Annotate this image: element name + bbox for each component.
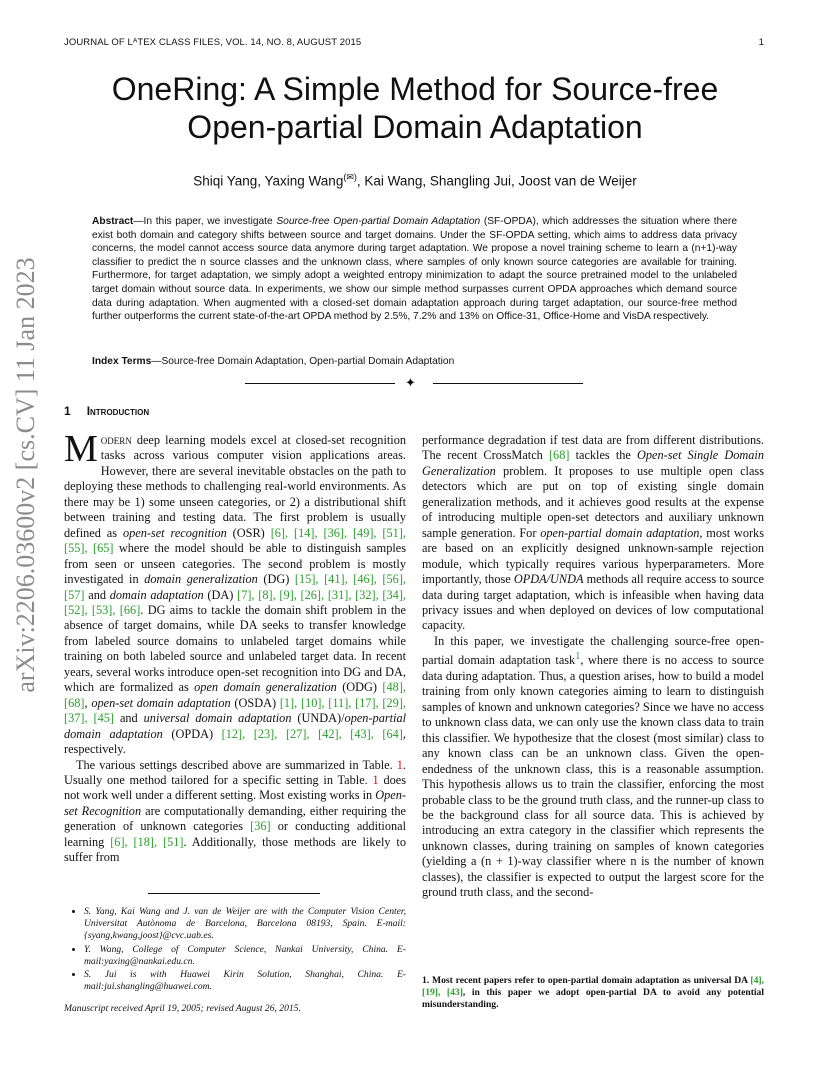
citation-link[interactable]: [36] — [250, 819, 271, 834]
paper-title — [40, 70, 790, 146]
citation-link[interactable]: [12], [23], [27], [42], [43], [64] — [221, 726, 403, 741]
citation-link[interactable]: [7], [8], [9], [26], [31], [32], [34], [52], [53], [66] — [64, 587, 406, 617]
left-column — [64, 428, 407, 866]
citation-link[interactable]: [1], [10], [11], [17], [29], [37], [45] — [64, 695, 406, 726]
text-run: or conducting additional learning — [64, 819, 406, 849]
abstract-text-2: (SF-OPDA), which addresses the situation where there exist both domain and category shifts between source and target domains. Under the SF-OPDA setting, which aims to address data privacy concerns, the model cannot access source data anymore during target adaptation. We propose a novel training scheme to learn a (n+1)-way classifier to predict the n source classes and the unknown class, where samples of only known source categories are available for training. Furthermore, for target adaptation, we simply adopt a weighted entropy minimization to adapt the source pretrained model to the unlabeled target domain without source data. In experiments, we show our simple method surpasses current OPDA approaches which demand source data during adaptation. When augmented with a closed-set domain adaptation approach during target adaptation, our source-free method further outperforms the current state-of-the-art OPDA method by 2.5%, 7.2% and 13% on Office-31, Office-Home and VisDA respectively. — [92, 216, 737, 323]
affiliation-footnotes — [64, 906, 406, 1016]
text-run: . DG aims to tackle the domain shift problem in the absence of target domains, while DA seeks to transfer knowledge from labeled source domains to unlabeled target domains while training on both labeled source and unlabeled target data. In recent years, several works introduce open-set recognition into DG and DA, which are formalized as — [64, 602, 406, 695]
text-run: and — [114, 711, 144, 726]
text-run: In this paper, we investigate the challenging source-free open-partial domain adaptation task — [422, 633, 764, 668]
emphasis: Open-set Single Domain Generalization — [422, 448, 764, 478]
text-run: , in this paper we adopt open-partial DA to avoid any potential misunderstanding. — [422, 987, 765, 1011]
text-run: , where there is no access to source data during adaptation. Thus, a question arises, how to build a model training from only known categories aiming to learn to distinguish samples of known and unknown categories? Since we have no access to unknown class data, we can only use the known class data to train this classifier. We hypothesize that the closest (most similar) class to any known class can be an unknown class. Given the open-endedness of the unknown class, this is a reasonable assumption. This hypothesis allows us to train the classifier, enforcing the most probable class to be the ground truth class, and the runner-up class to be the background class for all source data. This is achieved by introducing an extra category in the classifier which represents the unknown classes, during training on samples of known categories (yielding a (n + 1)-way classifier where n is the number of known classes), the classifier is expected to output the largest score for the ground truth class, and the second- — [422, 653, 764, 900]
divider-right — [433, 383, 583, 384]
text-run: (OSR) — [226, 525, 271, 540]
emphasis: open-set recognition — [122, 525, 227, 540]
footnote-item: • Y. Wang, College of Computer Science, Nankai University, China. E-mail:yaxing@nankai.edu.cn. — [84, 944, 406, 968]
text-run: (ODG) — [336, 680, 383, 695]
emphasis: open-set domain adaptation — [91, 695, 231, 710]
emphasis: domain generalization — [144, 572, 258, 587]
authors-part-1: Shiqi Yang, Yaxing Wang — [193, 173, 344, 189]
text-run: are computationally demanding, either requiring the generation of unknown categories — [64, 803, 406, 834]
manuscript-note: Manuscript received April 19, 2005; revised August 26, 2015. — [64, 1003, 301, 1015]
title-line-1: OneRing: A Simple Method for Source-free — [111, 71, 719, 107]
text-run: (OPDA) — [162, 726, 222, 741]
paragraph — [64, 428, 407, 758]
table-reference-link[interactable]: 1 — [396, 757, 403, 772]
text-run: . Additionally, those methods are likely to suffer from — [64, 834, 406, 865]
text-run: . Usually one method tailored for a specific setting in Table. — [64, 757, 406, 787]
running-head — [64, 37, 764, 48]
text-run: odern — [100, 433, 132, 447]
arxiv-identifier: arXiv:2206.03600v2 [cs.CV] 11 Jan 2023 — [11, 257, 40, 693]
section-heading — [64, 404, 149, 418]
paragraph — [422, 433, 764, 634]
title-line-2: Open-partial Domain Adaptation — [187, 109, 643, 145]
text-run: (OSDA) — [230, 695, 280, 710]
arxiv-stamp — [7, 257, 45, 693]
text-run: tackles the — [569, 448, 637, 463]
section-number: 1 — [64, 404, 71, 418]
text-run: methods all require access to source data during target adaptation, which is infeasible when having data privacy issues and when deployed on devices of low computational capacity. — [422, 572, 764, 633]
abstract-label: Abstract — [92, 216, 134, 227]
index-terms-label: Index Terms — [92, 356, 152, 367]
right-footnote — [422, 975, 764, 1012]
authors-part-2: , Kai Wang, Shangling Jui, Joost van de Weijer — [356, 173, 637, 189]
emphasis: domain adaptation — [109, 587, 204, 602]
page-number: 1 — [758, 37, 764, 48]
emphasis: open-partial domain adaptation — [540, 525, 700, 540]
citation-link[interactable]: [48], [68] — [64, 680, 406, 710]
abstract-emphasis: Source-free Open-partial Domain Adaptation — [276, 216, 481, 227]
index-terms-text: —Source-free Domain Adaptation, Open-partial Domain Adaptation — [151, 356, 455, 367]
emphasis: universal domain adaptation — [143, 711, 292, 726]
text-run: The various settings described above are summarized in Table. — [76, 757, 397, 772]
abstract — [92, 215, 737, 324]
footnote-link[interactable]: 1 — [575, 651, 581, 663]
envelope-icon: (✉) — [343, 172, 357, 182]
text-run: does not work well under a different setting. Most existing works in — [64, 772, 406, 803]
citation-link[interactable]: [6], [18], [51] — [110, 834, 184, 849]
emphasis: open domain generalization — [194, 680, 337, 695]
emphasis: OPDA/UNDA — [513, 572, 584, 587]
table-reference-link[interactable]: 1 — [372, 772, 379, 787]
citation-link[interactable]: [6], [14], [36], [49], [51], [55], [65] — [64, 525, 406, 556]
text-run: where the model should be able to distinguish samples from seen or unseen categories. The second problem is mostly investigated in — [64, 541, 407, 587]
text-run: problem. It proposes to use multiple open class detectors which are put on top of existing single domain generalization methods, and it achieves good results at the expense of introducing multiple open-set detectors and auxiliary unknown sample generation. For — [422, 463, 764, 540]
text-run: , most works are based on an explicitly designed unknown-sample rejection module, which typically requires various hyperparameters. More importantly, those — [422, 525, 764, 587]
footnote-rule — [148, 893, 320, 894]
text-run: 1. Most recent papers refer to open-partial domain adaptation as universal DA — [422, 975, 751, 986]
emphasis: open-partial domain adaptation — [64, 711, 407, 741]
footnote-item: • S. Yang, Kai Wang and J. van de Weijer are with the Computer Vision Center, Universitat Autònoma de Barcelona, Barcelona 08193, Spain. E-mail: {syang,kwang,joost}@cvc.uab.es. — [84, 906, 406, 943]
paragraph — [422, 634, 764, 901]
text-run: (DA) — [203, 587, 238, 602]
section-title: Introduction — [86, 404, 150, 418]
footnote-item: • S. Jui is with Huawei Kirin Solution, Shanghai, China. E-mail:jui.shangling@huawei.com. — [84, 969, 406, 993]
abstract-text: —In this paper, we investigate — [133, 216, 277, 227]
text-run: (UNDA)/ — [291, 711, 345, 726]
citation-link[interactable]: [68] — [548, 448, 570, 463]
citation-link[interactable]: [4], [19], [43] — [422, 975, 764, 999]
text-run: deep learning models excel at closed-set recognition tasks across various computer vision applications areas. However, there are several inevitable obstacles on the path to deploying these methods to challenging real-world environments. As there may be 1) some unseen categories, or 2) a distributional shift between training and testing data. The first problem is usually defined as — [64, 433, 406, 540]
text-run: and — [84, 587, 110, 602]
text-run: , — [84, 695, 92, 710]
index-terms — [92, 356, 737, 367]
text-run: , respectively. — [64, 726, 406, 757]
drop-cap: M — [64, 428, 98, 470]
emphasis: Open-set Recognition — [64, 788, 406, 818]
right-column — [422, 433, 764, 901]
text-run: (DG) — [257, 572, 295, 587]
divider-left — [245, 383, 395, 384]
diamond-ornament-icon: ✦ — [405, 375, 416, 390]
citation-link[interactable]: [15], [41], [46], [56], [57] — [64, 572, 406, 602]
text-run: performance degradation if test data are from different distributions. The recent CrossMatch — [422, 433, 764, 463]
author-list — [40, 172, 790, 189]
paragraph — [64, 758, 406, 866]
journal-title: JOURNAL OF LᴬTEX CLASS FILES, VOL. 14, NO. 8, AUGUST 2015 — [64, 37, 362, 48]
